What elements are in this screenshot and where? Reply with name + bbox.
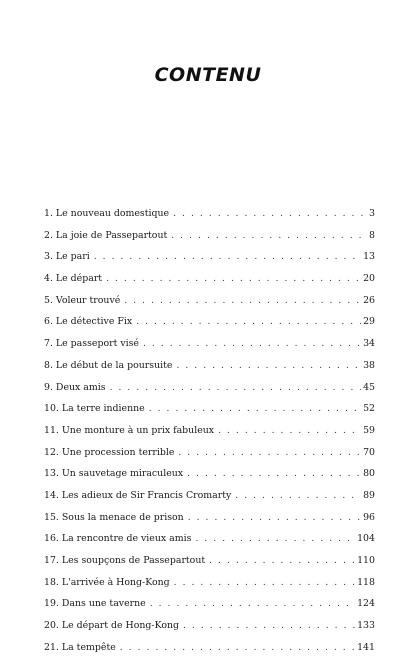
- chapter-title: 3. Le pari: [44, 251, 90, 263]
- dot-leader: [176, 356, 361, 378]
- chapter-title: 21. La tempête: [44, 641, 116, 653]
- dot-leader: [149, 399, 361, 421]
- chapter-title: 1. Le nouveau domestique: [44, 208, 170, 219]
- chapter-page-number: 3: [369, 208, 375, 219]
- toc-entry: [44, 485, 375, 507]
- toc-entry: [44, 290, 375, 312]
- dot-leader: [94, 247, 361, 269]
- chapter-page-number: 59: [363, 424, 375, 436]
- chapter-title: 6. Le détective Fix: [44, 316, 133, 328]
- chapter-page-number: 70: [363, 446, 375, 458]
- chapter-title: 11. Une monture à un prix fabuleux: [44, 424, 215, 436]
- toc-entry: [44, 572, 375, 594]
- dot-leader: [136, 312, 361, 334]
- chapter-title: 9. Deux amis: [44, 381, 106, 393]
- toc-entry: [44, 528, 375, 550]
- chapter-title: 8. Le début de la poursuite: [44, 359, 173, 371]
- chapter-title: 12. Une procession terrible: [44, 446, 175, 458]
- dot-leader: [218, 421, 361, 443]
- toc-entry: [44, 550, 375, 572]
- chapter-title: 2. La joie de Passepartout: [44, 229, 168, 241]
- chapter-title: 19. Dans une taverne: [44, 598, 146, 610]
- toc-entry: [44, 398, 375, 420]
- chapter-title: 20. Le départ de Hong-Kong: [44, 620, 180, 632]
- chapter-title: 13. Un sauvetage miraculeux: [44, 468, 184, 480]
- dot-leader: [110, 378, 361, 400]
- dot-leader: [235, 486, 361, 508]
- chapter-page-number: 13: [363, 251, 375, 263]
- toc-entry: [44, 355, 375, 377]
- chapter-page-number: 141: [357, 641, 375, 653]
- chapter-title: 10. La terre indienne: [44, 403, 145, 415]
- dot-leader: [183, 616, 355, 638]
- chapter-title: 16. La rencontre de vieux amis: [44, 533, 192, 545]
- chapter-page-number: 29: [363, 316, 375, 328]
- chapter-page-number: 110: [357, 555, 375, 566]
- toc-entry: [44, 463, 375, 485]
- toc-entry: [44, 203, 375, 225]
- toc-entry: [44, 246, 375, 268]
- chapter-title: 4. Le départ: [44, 273, 103, 285]
- toc-entry: [44, 507, 375, 529]
- dot-leader: [188, 508, 361, 530]
- dot-leader: [174, 573, 355, 595]
- page-title: CONTENU: [154, 64, 262, 86]
- chapter-title: 14. Les adieux de Sir Francis Cromarty: [44, 489, 232, 501]
- toc-entry: [44, 442, 375, 464]
- chapter-title: 15. Sous la menace de prison: [44, 511, 184, 523]
- chapter-title: 5. Voleur trouvé: [44, 294, 121, 306]
- dot-leader: [124, 291, 361, 313]
- chapter-page-number: 133: [357, 620, 375, 632]
- chapter-page-number: 52: [363, 403, 375, 415]
- chapter-page-number: 34: [363, 338, 375, 350]
- chapter-page-number: 38: [363, 359, 375, 371]
- dot-leader: [171, 226, 367, 248]
- chapter-title: 7. Le passeport visé: [44, 338, 139, 350]
- dot-leader: [173, 204, 367, 226]
- dot-leader: [120, 638, 355, 659]
- table-of-contents: [44, 203, 375, 658]
- dot-leader: [150, 594, 355, 616]
- chapter-page-number: 26: [363, 294, 375, 306]
- chapter-page-number: 124: [357, 598, 375, 610]
- chapter-title: 18. L'arrivée à Hong-Kong: [44, 576, 170, 588]
- chapter-page-number: 104: [357, 533, 375, 545]
- chapter-page-number: 118: [357, 576, 375, 588]
- chapter-title: 17. Les soupçons de Passepartout: [44, 555, 206, 566]
- dot-leader: [143, 334, 361, 356]
- dot-leader: [187, 464, 361, 486]
- toc-entry: [44, 615, 375, 637]
- chapter-page-number: 80: [363, 468, 375, 480]
- toc-entry: [44, 377, 375, 399]
- toc-entry: [44, 333, 375, 355]
- toc-entry: [44, 268, 375, 290]
- chapter-page-number: 96: [363, 511, 375, 523]
- toc-entry: [44, 225, 375, 247]
- toc-entry: [44, 420, 375, 442]
- chapter-page-number: 89: [363, 489, 375, 501]
- chapter-page-number: 45: [363, 381, 375, 393]
- dot-leader: [209, 551, 355, 573]
- toc-entry: [44, 311, 375, 333]
- chapter-page-number: 20: [363, 273, 375, 285]
- toc-entry: [44, 593, 375, 615]
- dot-leader: [178, 443, 361, 465]
- dot-leader: [106, 269, 361, 291]
- chapter-page-number: 8: [369, 229, 375, 241]
- dot-leader: [195, 529, 355, 551]
- toc-entry: [44, 637, 375, 659]
